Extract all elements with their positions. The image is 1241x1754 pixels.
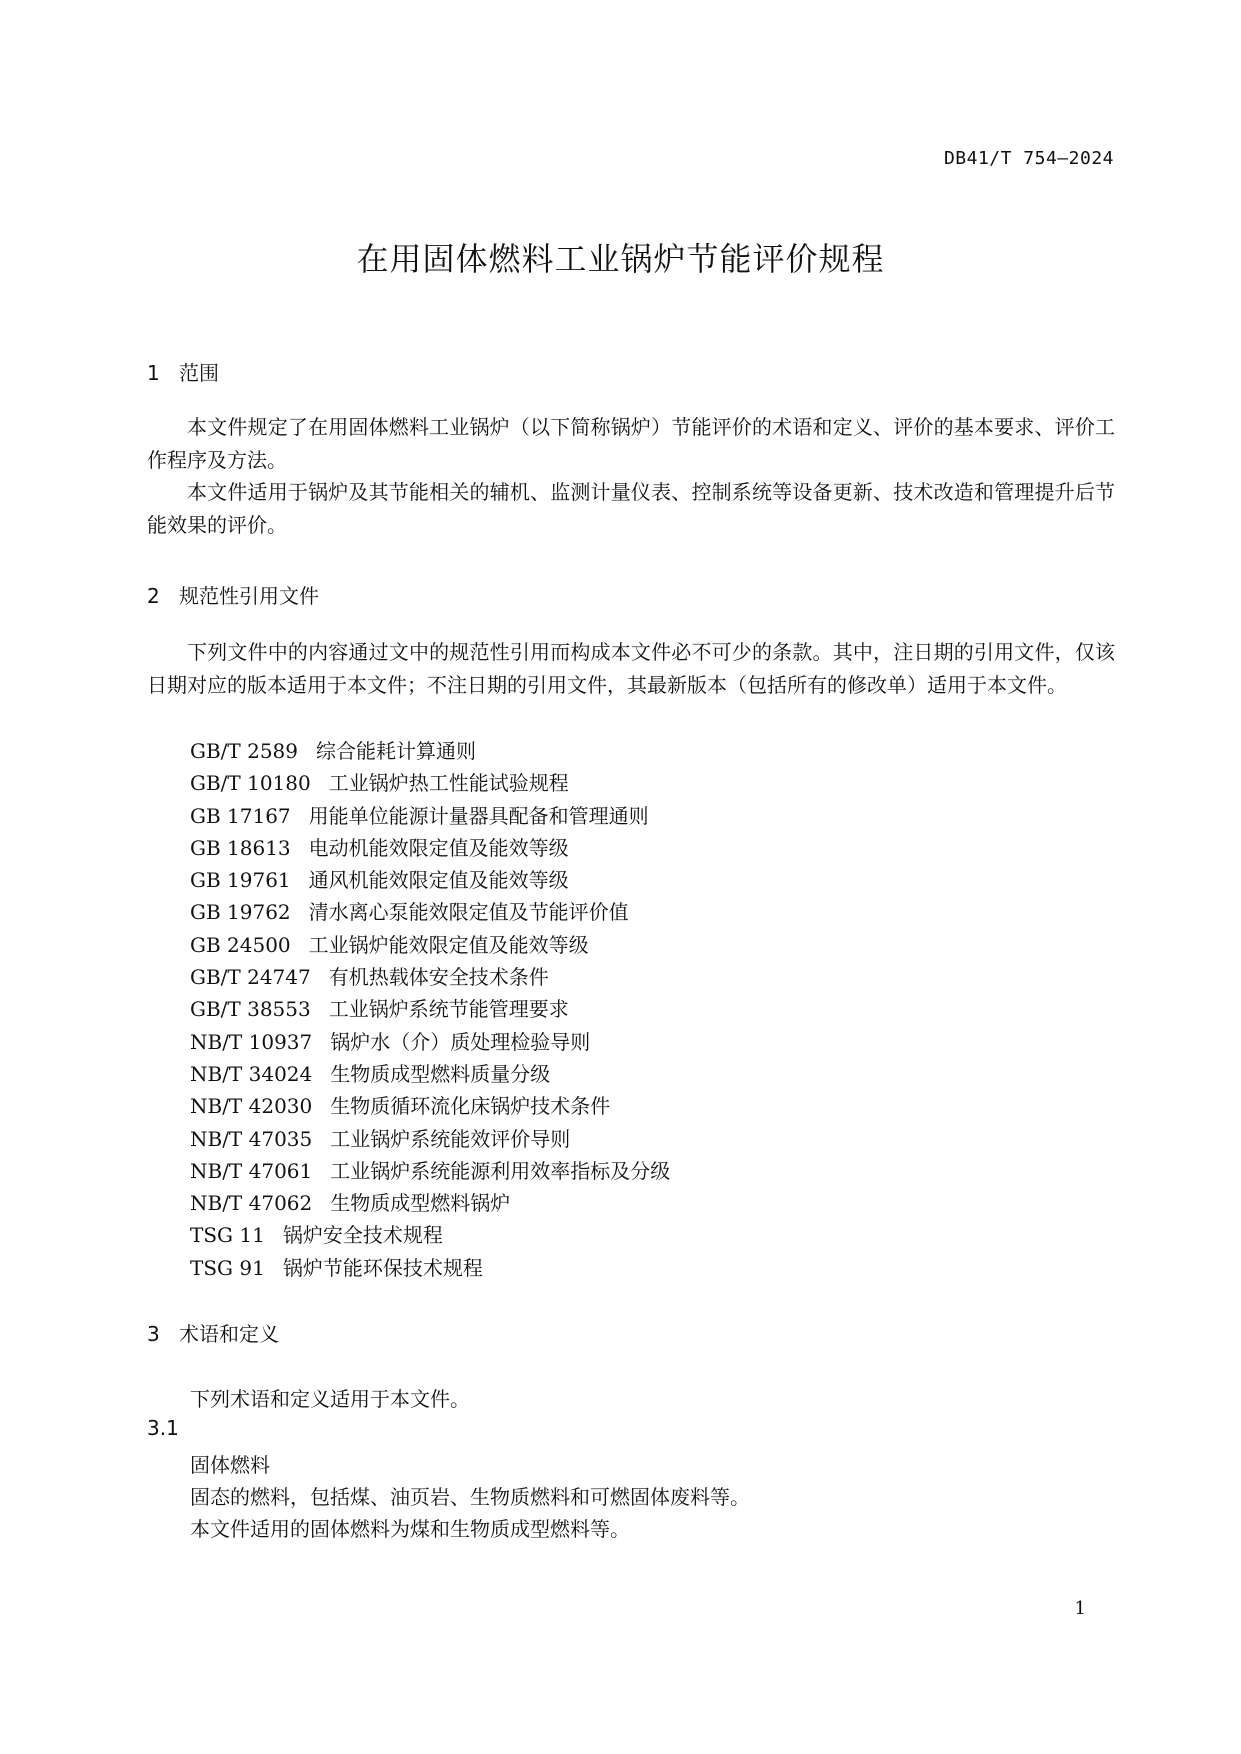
reference-code: NB/T 34024 xyxy=(190,1061,313,1086)
reference-title: 电动机能效限定值及能效等级 xyxy=(308,835,569,860)
standard-code: DB41/T 754—2024 xyxy=(943,148,1114,169)
reference-code: GB/T 2589 xyxy=(190,739,299,763)
list-item xyxy=(190,929,670,961)
term-note: 本文件适用的固体燃料为煤和生物质成型燃料等。 xyxy=(190,1517,630,1541)
section-title: 术语和定义 xyxy=(179,1322,279,1346)
reference-code: NB/T 47061 xyxy=(190,1158,313,1183)
reference-code: GB 19762 xyxy=(190,900,291,925)
reference-title: 综合能耗计算通则 xyxy=(316,739,477,763)
reference-code: GB 19761 xyxy=(190,868,291,893)
reference-title: 工业锅炉能效限定值及能效等级 xyxy=(308,932,589,957)
section-title: 范围 xyxy=(179,361,219,385)
reference-title: 用能单位能源计量器具配备和管理通则 xyxy=(308,803,649,828)
reference-code: GB 18613 xyxy=(190,835,291,860)
list-item xyxy=(190,1058,670,1090)
reference-code: TSG 91 xyxy=(190,1255,265,1280)
list-item xyxy=(190,832,670,864)
reference-title: 有机热载体安全技术条件 xyxy=(328,965,549,990)
list-item xyxy=(190,1219,670,1251)
list-item xyxy=(190,896,670,928)
list-item xyxy=(190,1026,670,1058)
list-item xyxy=(190,1252,670,1284)
reference-code: GB/T 24747 xyxy=(190,965,311,990)
reference-title: 工业锅炉系统能效评价导则 xyxy=(330,1126,571,1151)
scope-paragraph-1: 本文件规定了在用固体燃料工业锅炉（以下简称锅炉）节能评价的术语和定义、评价的基本要求、评价工作程序及方法。 xyxy=(147,415,1115,472)
list-item xyxy=(190,735,670,767)
term-definition: 固态的燃料，包括煤、油页岩、生物质燃料和可燃固体废料等。 xyxy=(190,1485,750,1509)
reference-code: GB 17167 xyxy=(190,803,291,828)
reference-code: TSG 11 xyxy=(190,1223,265,1248)
scope-paragraph-2: 本文件适用于锅炉及其节能相关的辅机、监测计量仪表、控制系统等设备更新、技术改造和管理提升后节能效果的评价。 xyxy=(147,480,1115,537)
reference-list xyxy=(190,735,670,1284)
reference-code: GB 24500 xyxy=(190,932,291,957)
section-number: 1 xyxy=(147,361,160,385)
list-item xyxy=(190,1090,670,1122)
reference-title: 清水离心泵能效限定值及节能评价值 xyxy=(308,900,629,925)
list-item xyxy=(190,1123,670,1155)
reference-title: 工业锅炉热工性能试验规程 xyxy=(328,771,569,796)
list-item xyxy=(190,1155,670,1187)
section-title: 规范性引用文件 xyxy=(179,584,319,608)
reference-code: NB/T 47035 xyxy=(190,1126,313,1151)
term-number: 3.1 xyxy=(147,1416,179,1440)
list-item xyxy=(190,961,670,993)
reference-title: 工业锅炉系统能源利用效率指标及分级 xyxy=(330,1158,671,1183)
document-title: 在用固体燃料工业锅炉节能评价规程 xyxy=(356,240,885,278)
reference-code: NB/T 47062 xyxy=(190,1191,313,1216)
reference-title: 生物质成型燃料质量分级 xyxy=(330,1061,551,1086)
list-item xyxy=(190,864,670,896)
section-heading-scope xyxy=(147,357,219,386)
term-name: 固体燃料 xyxy=(190,1453,270,1477)
reference-title: 锅炉节能环保技术规程 xyxy=(282,1255,483,1280)
reference-title: 锅炉安全技术规程 xyxy=(282,1223,443,1248)
list-item xyxy=(190,1187,670,1219)
reference-title: 锅炉水（介）质处理检验导则 xyxy=(330,1029,591,1054)
list-item xyxy=(190,767,670,799)
reference-title: 生物质成型燃料锅炉 xyxy=(330,1191,511,1216)
reference-code: NB/T 42030 xyxy=(190,1094,313,1119)
reference-code: GB/T 38553 xyxy=(190,997,311,1022)
list-item xyxy=(190,993,670,1025)
section-number: 3 xyxy=(147,1322,160,1346)
reference-title: 通风机能效限定值及能效等级 xyxy=(308,868,569,893)
list-item xyxy=(190,800,670,832)
reference-title: 生物质循环流化床锅炉技术条件 xyxy=(330,1094,611,1119)
reference-title: 工业锅炉系统节能管理要求 xyxy=(328,997,569,1022)
reference-code: GB/T 10180 xyxy=(190,771,311,796)
section-heading-terms xyxy=(147,1318,279,1347)
reference-code: NB/T 10937 xyxy=(190,1029,313,1054)
section-number: 2 xyxy=(147,584,160,608)
normative-refs-intro: 下列文件中的内容通过文中的规范性引用而构成本文件必不可少的条款。其中，注日期的引用文件，仅该日期对应的版本适用于本文件；不注日期的引用文件，其最新版本（包括所有的修改单）适用于本文件。 xyxy=(147,640,1115,697)
terms-intro: 下列术语和定义适用于本文件。 xyxy=(190,1387,470,1411)
section-heading-normative-refs xyxy=(147,580,319,609)
page-number: 1 xyxy=(1074,1598,1086,1619)
